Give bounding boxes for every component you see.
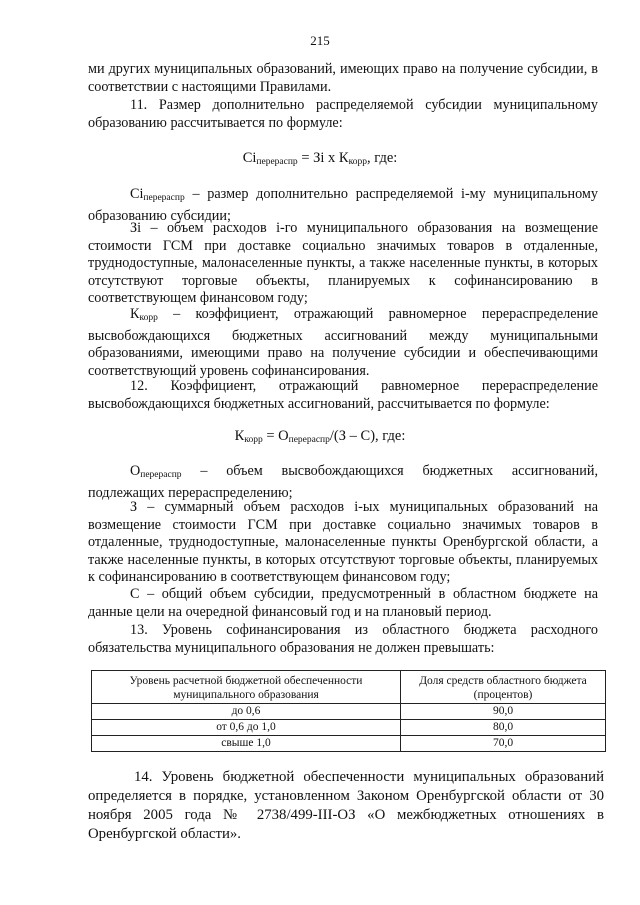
symbol: Ci <box>130 186 144 202</box>
paragraph-13: 13. Уровень софинансирования из областного бюджета расходного обязательства муниципального образования не должен превышать: <box>88 622 598 656</box>
paragraph-12: 12. Коэффициент, отражающий равномерное перераспределение высвобождающихся бюджетных ассигнований, рассчитывается по формуле: <box>88 378 598 412</box>
definition-zi: Зi – объем расходов i-го муниципального образования на возмещение стоимости ГСМ при доставке социально значимых товаров в отдаленные, труднодоступные, малонаселенные пункты, а также населенные пункты, в которых отсутствуют торговые объекты, планируемых к софинансированию в соответствующем финансовом году; <box>88 220 598 307</box>
table-row <box>92 720 606 736</box>
formula-subscript: корр <box>348 157 367 167</box>
definition-text: – объем высвобождающихся бюджетных ассигнований, подлежащих перераспределению; <box>88 463 598 501</box>
table-cell: 70,0 <box>401 736 606 752</box>
paragraph-14: 14. Уровень бюджетной обеспеченности муниципальных образований определяется в порядке, установленном Законом Оренбургской области от 30 ноября 2005 года № 2738/499-III-ОЗ «О межбюджетных отношениях в Оренбургской области». <box>88 769 604 842</box>
table-header-row <box>92 671 606 704</box>
formula-term: = Зi x К <box>297 150 349 166</box>
formula-subscript: корр <box>244 435 263 445</box>
formula-term: , где: <box>366 150 398 166</box>
symbol: К <box>130 306 140 322</box>
definition-text: – коэффициент, отражающий равномерное перераспределение высвобождающихся бюджетных ассигнований между муниципальными образованиями, имеющими право на получение субсидии и обеспечивающими соответствующий уровень софинансирования. <box>88 306 598 379</box>
formula-subsidy <box>0 150 640 167</box>
formula-subscript: перераспр <box>256 157 298 167</box>
table-row <box>92 704 606 720</box>
table-cell: свыше 1,0 <box>92 736 401 752</box>
table-row <box>92 736 606 752</box>
definition-z: З – суммарный объем расходов i-ых муниципальных образований на возмещение стоимости ГСМ при доставке социально значимых товаров в отдаленные, труднодоступные, малонаселенные пункты Оренбургской области, а также населенные пункты, в которых отсутствуют торговые объекты, планируемых к софинансированию в соответствующем финансовом году; <box>88 499 598 586</box>
table-cell: до 0,6 <box>92 704 401 720</box>
formula-coefficient <box>0 428 640 445</box>
definition-text: – размер дополнительно распределяемой i-му муниципальному образованию субсидии; <box>88 186 598 224</box>
table-header: Уровень расчетной бюджетной обеспеченности муниципального образования <box>92 671 401 704</box>
formula-term: = О <box>262 428 289 444</box>
formula-term: К <box>234 428 245 444</box>
formula-subscript: перераспр <box>288 435 330 445</box>
cofinancing-table <box>91 670 606 752</box>
definition-k <box>88 306 598 380</box>
symbol-subscript: перераспр <box>143 193 185 203</box>
paragraph-11: 11. Размер дополнительно распределяемой субсидии муниципальному образованию рассчитывается по формуле: <box>88 97 598 131</box>
definition-o <box>88 463 598 502</box>
symbol: О <box>130 463 141 479</box>
definition-c: С – общий объем субсидии, предусмотренный в областном бюджете на данные цели на очередной финансовый год и на плановый период. <box>88 586 598 620</box>
table-cell: 80,0 <box>401 720 606 736</box>
page-number: 215 <box>310 33 330 48</box>
symbol-subscript: корр <box>139 313 158 323</box>
symbol-subscript: перераспр <box>140 470 182 480</box>
table-cell: от 0,6 до 1,0 <box>92 720 401 736</box>
table-header: Доля средств областного бюджета (процентов) <box>401 671 606 704</box>
paragraph-continuation: ми других муниципальных образований, имеющих право на получение субсидии, в соответствии с настоящими Правилами. <box>88 61 598 95</box>
formula-term: Ci <box>242 150 257 166</box>
table-cell: 90,0 <box>401 704 606 720</box>
formula-term: /(З – С), где: <box>329 428 406 444</box>
